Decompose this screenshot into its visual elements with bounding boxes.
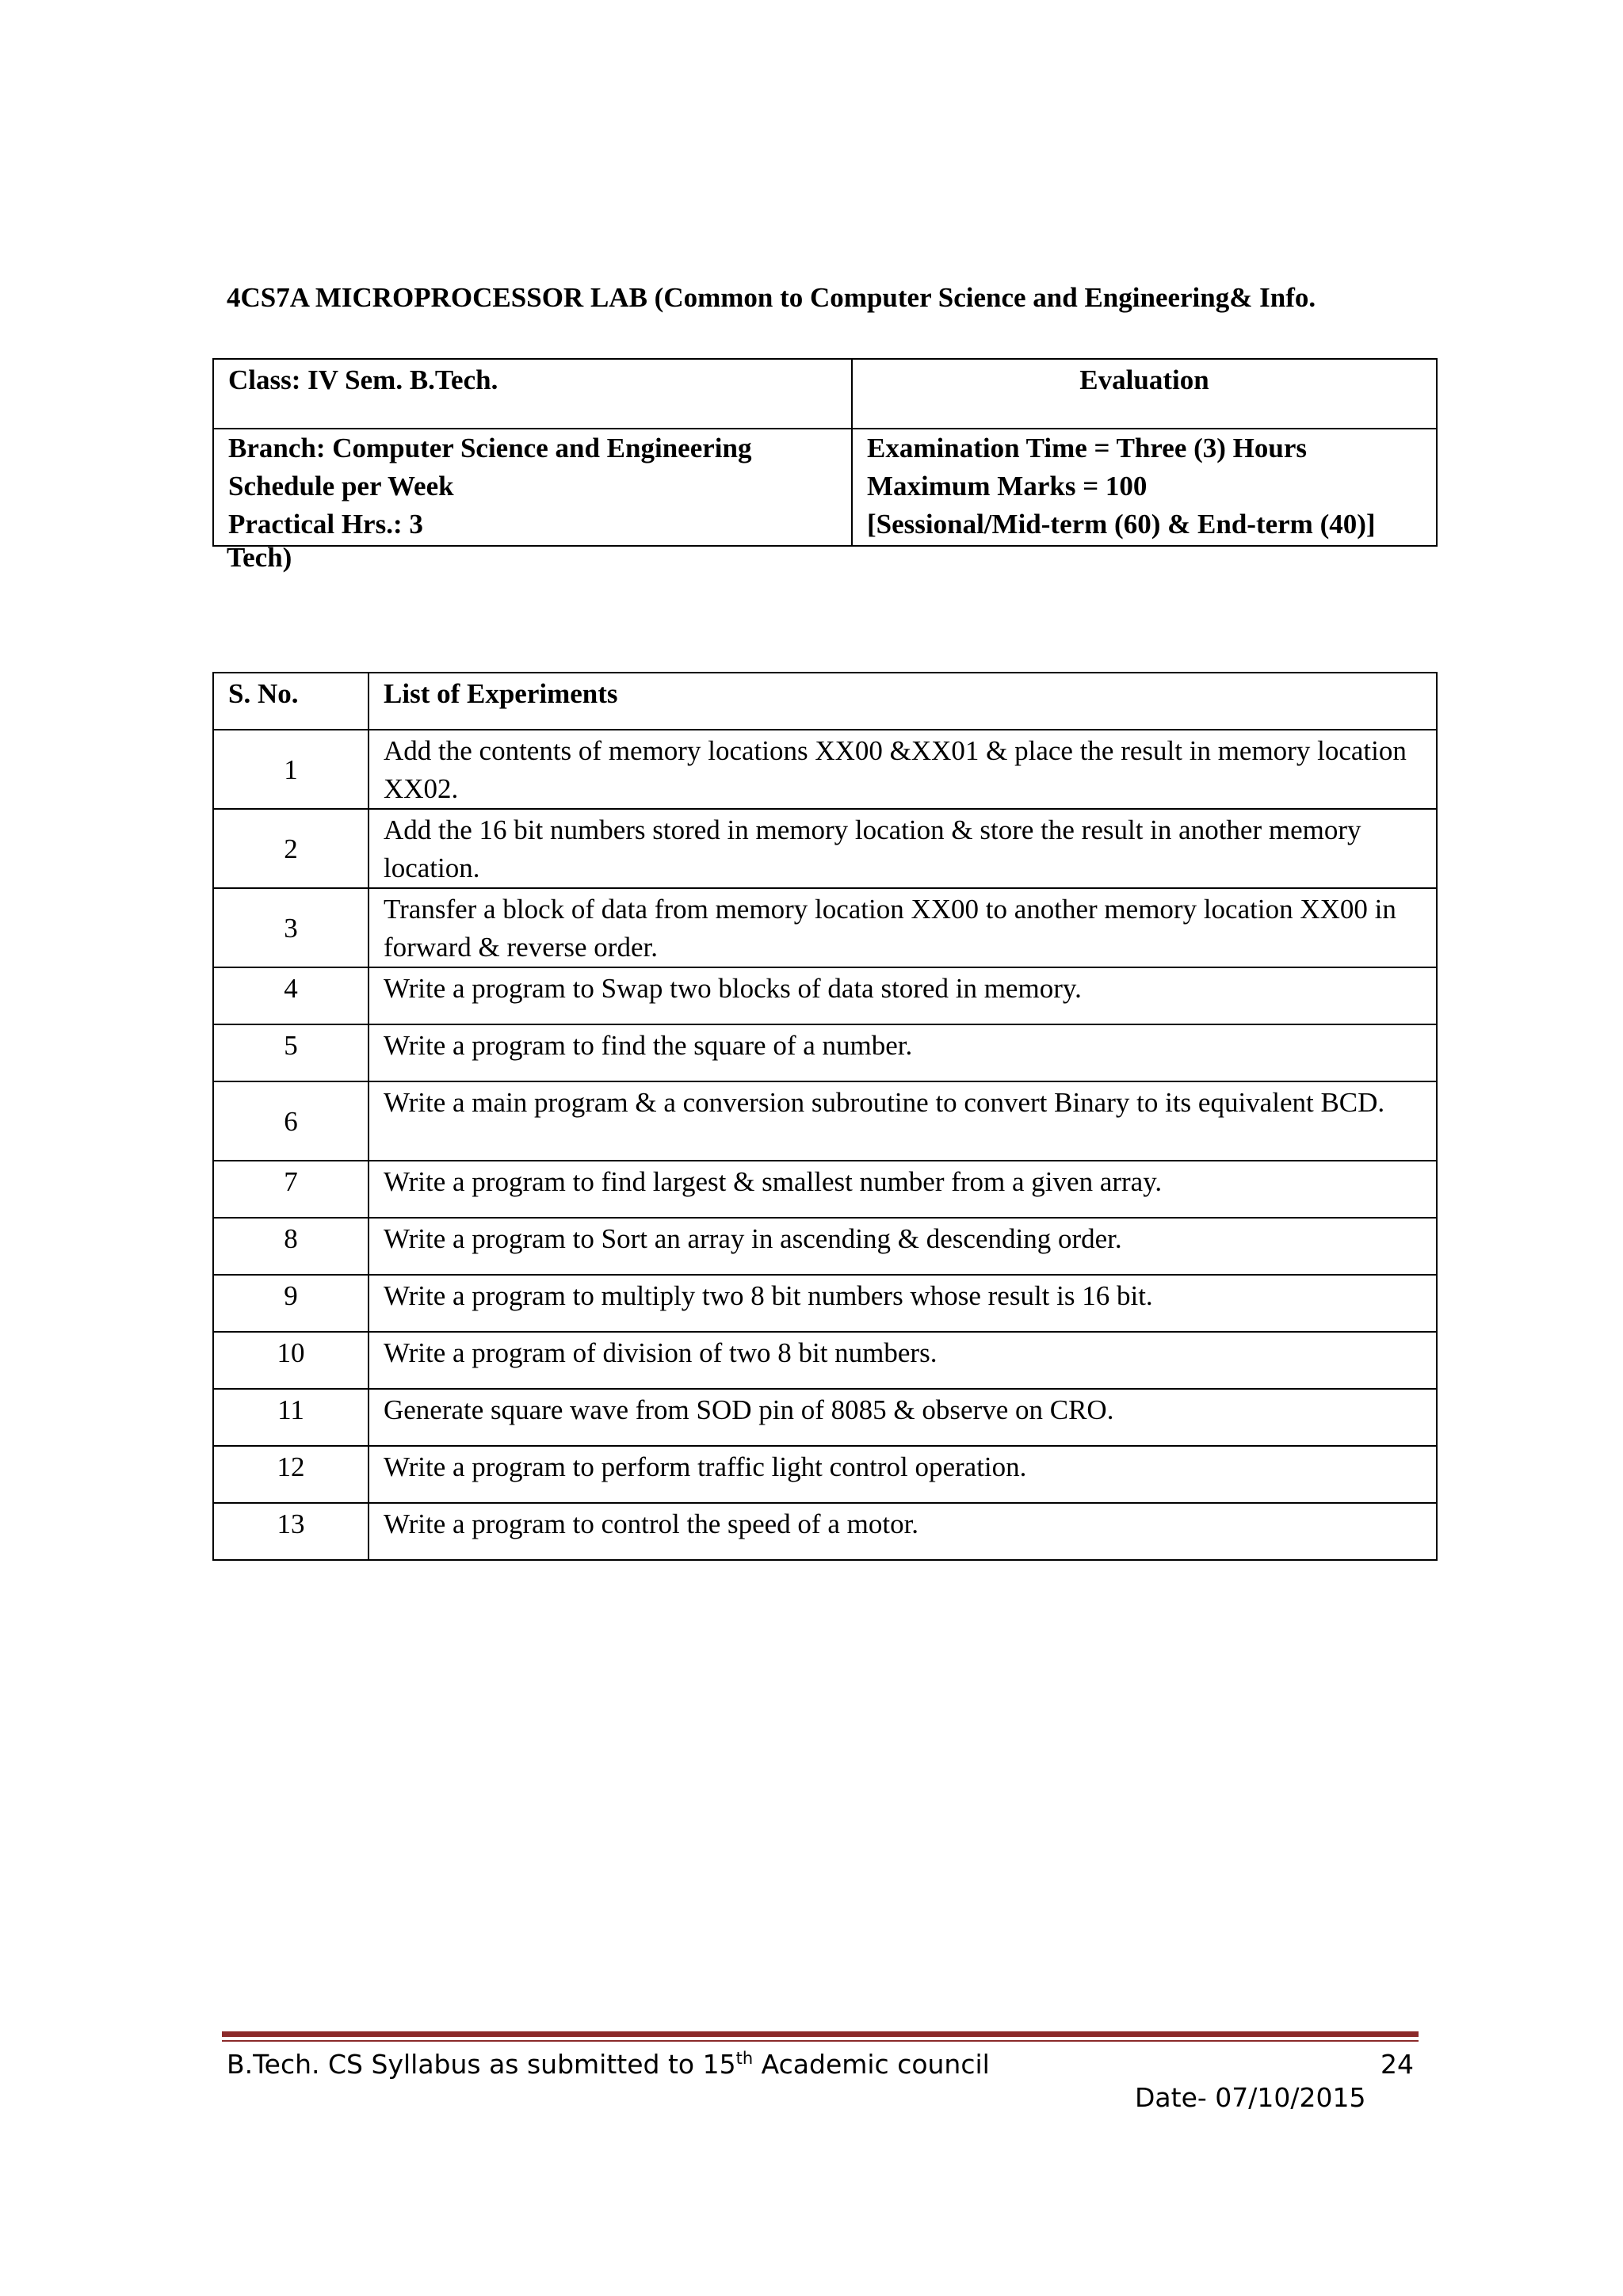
class-cell	[213, 359, 852, 429]
exam-time-text: Examination Time = Three (3) Hours	[867, 433, 1308, 463]
table-row	[213, 730, 1437, 809]
footer-rule-thin	[222, 2040, 1419, 2042]
experiment-number: 12	[213, 1446, 369, 1503]
marks-split-text: [Sessional/Mid-term (60) & End-term (40)]	[867, 509, 1376, 540]
experiments-header-row	[213, 673, 1437, 730]
footer-text	[227, 2049, 990, 2080]
experiment-text: Write a program to multiply two 8 bit numbers whose result is 16 bit.	[369, 1275, 1437, 1332]
table-row	[213, 967, 1437, 1024]
footer-text-main: B.Tech. CS Syllabus as submitted to 15	[227, 2049, 736, 2080]
experiment-text: Write a program to Swap two blocks of data stored in memory.	[369, 967, 1437, 1024]
evaluation-details-cell	[852, 429, 1437, 546]
experiment-number: 13	[213, 1503, 369, 1560]
branch-schedule-cell	[213, 429, 852, 546]
experiment-number: 3	[213, 888, 369, 967]
experiment-text: Write a program of division of two 8 bit numbers.	[369, 1332, 1437, 1389]
experiment-number: 4	[213, 967, 369, 1024]
table-row	[213, 1161, 1437, 1218]
table-row	[213, 888, 1437, 967]
experiment-text: Write a program to Sort an array in ascending & descending order.	[369, 1218, 1437, 1275]
experiment-number: 1	[213, 730, 369, 809]
info-row-details	[213, 429, 1437, 546]
info-row-class	[213, 359, 1437, 429]
sno-header: S. No.	[213, 673, 369, 730]
course-info-table	[212, 358, 1438, 547]
experiment-number: 7	[213, 1161, 369, 1218]
experiment-number: 6	[213, 1081, 369, 1161]
table-row	[213, 809, 1437, 888]
table-row	[213, 1081, 1437, 1161]
evaluation-label: Evaluation	[1079, 364, 1209, 395]
footer-text-tail: Academic council	[753, 2049, 990, 2080]
page-heading: 4CS7A MICROPROCESSOR LAB (Common to Computer Science and Engineering& Info.	[227, 282, 1316, 313]
table-row	[213, 1446, 1437, 1503]
max-marks-text: Maximum Marks = 100	[867, 471, 1148, 502]
experiment-number: 2	[213, 809, 369, 888]
schedule-text: Schedule per Week	[228, 471, 454, 502]
table-row	[213, 1024, 1437, 1081]
experiment-number: 10	[213, 1332, 369, 1389]
evaluation-header-cell	[852, 359, 1437, 429]
experiment-text: Generate square wave from SOD pin of 8085 & observe on CRO.	[369, 1389, 1437, 1446]
experiment-number: 5	[213, 1024, 369, 1081]
experiment-text: Write a program to find the square of a number.	[369, 1024, 1437, 1081]
experiment-text: Add the 16 bit numbers stored in memory location & store the result in another memory location.	[369, 809, 1437, 888]
table-row	[213, 1275, 1437, 1332]
experiment-number: 11	[213, 1389, 369, 1446]
heading-continuation: Tech)	[227, 542, 292, 573]
experiment-text: Write a program to perform traffic light control operation.	[369, 1446, 1437, 1503]
experiment-number: 8	[213, 1218, 369, 1275]
experiment-text: Transfer a block of data from memory location XX00 to another memory location XX00 in forward & reverse order.	[369, 888, 1437, 967]
experiment-text: Write a program to control the speed of a motor.	[369, 1503, 1437, 1560]
experiment-text: Write a main program & a conversion subroutine to convert Binary to its equivalent BCD.	[369, 1081, 1437, 1161]
experiment-text: Write a program to find largest & smallest number from a given array.	[369, 1161, 1437, 1218]
experiments-table	[212, 672, 1438, 1561]
page-number: 24	[1381, 2049, 1414, 2080]
footer-date: Date- 07/10/2015	[1135, 2082, 1366, 2113]
list-header: List of Experiments	[369, 673, 1437, 730]
experiment-text: Add the contents of memory locations XX00 &XX01 & place the result in memory location XX02.	[369, 730, 1437, 809]
class-label: Class: IV Sem. B.Tech.	[228, 364, 498, 395]
table-row	[213, 1389, 1437, 1446]
table-row	[213, 1332, 1437, 1389]
footer-superscript: th	[735, 2049, 754, 2068]
footer-rule-thick	[222, 2031, 1419, 2037]
experiment-number: 9	[213, 1275, 369, 1332]
practical-hours-text: Practical Hrs.: 3	[228, 509, 423, 540]
branch-text: Branch: Computer Science and Engineering	[228, 433, 752, 463]
table-row	[213, 1503, 1437, 1560]
table-row	[213, 1218, 1437, 1275]
